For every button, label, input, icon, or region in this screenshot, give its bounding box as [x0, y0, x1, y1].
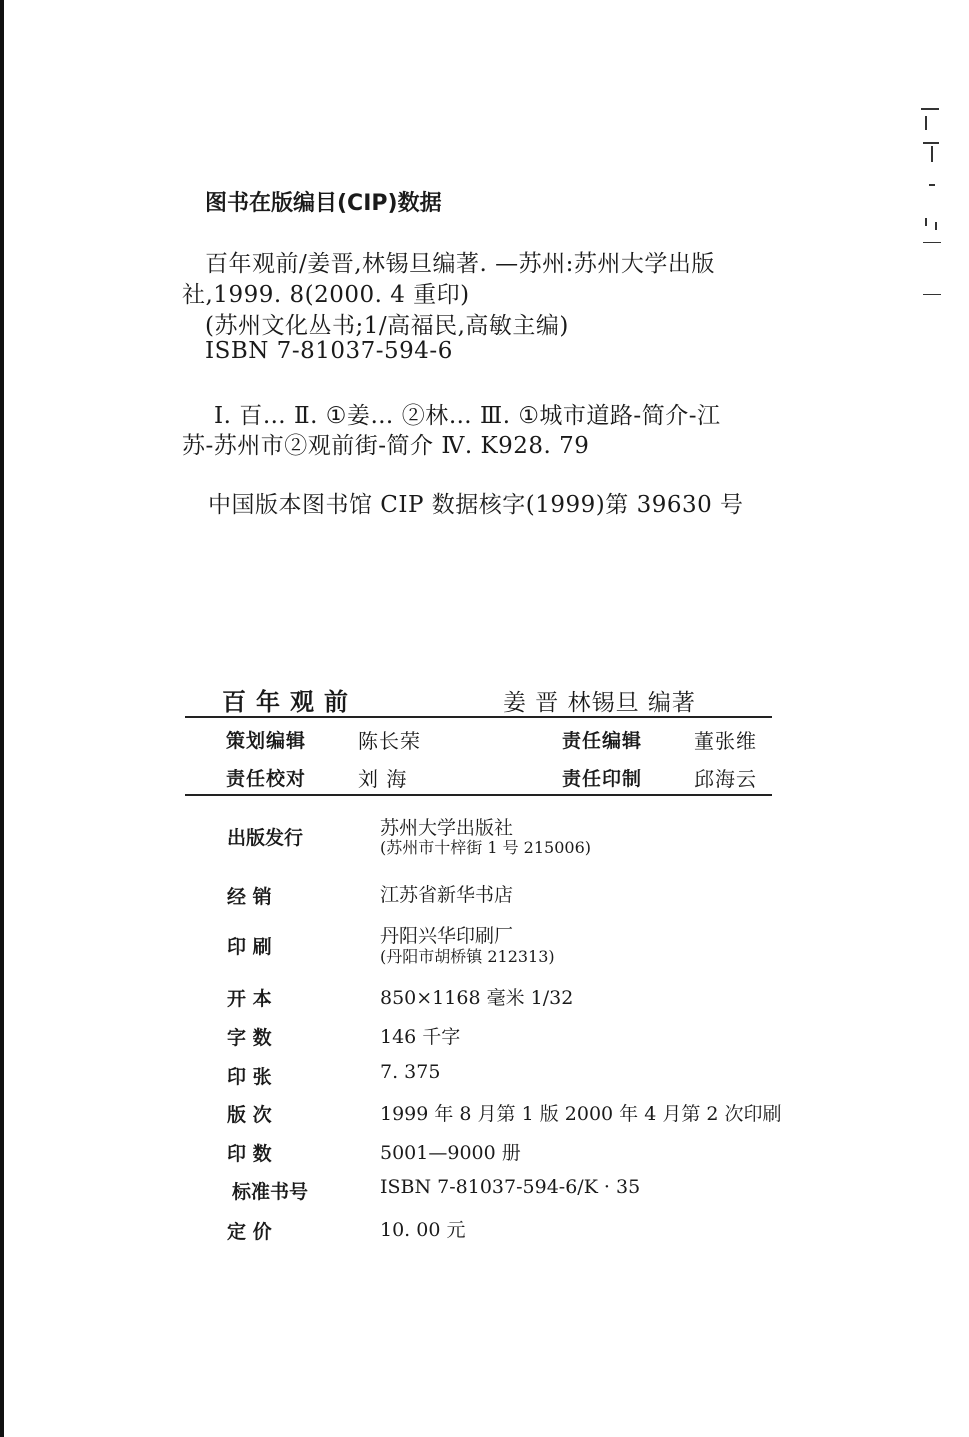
sheets-label: 印 张: [227, 1066, 272, 1088]
book-title: 百年观前: [222, 688, 358, 716]
word-count-label: 字 数: [227, 1027, 272, 1049]
cip-line-subjects-1: Ⅰ. 百… Ⅱ. ①姜… ②林… Ⅲ. ①城市道路-简介-江: [214, 403, 721, 429]
printer-label: 印 刷: [227, 936, 272, 958]
publisher-label: 出版发行: [227, 827, 304, 849]
rule-top: [185, 716, 772, 718]
isbn-label: 标准书号: [232, 1181, 309, 1203]
cip-line-subjects-2: 苏-苏州市②观前街-简介 Ⅳ. K928. 79: [182, 433, 590, 459]
book-authors: 姜 晋 林锡旦 编著: [503, 690, 696, 716]
edge-mark: [935, 222, 937, 230]
edge-mark: [925, 218, 927, 226]
edge-mark: [923, 242, 941, 243]
printer-value: 丹阳兴华印刷厂: [380, 925, 514, 947]
responsible-editor-label: 责任编辑: [562, 730, 643, 752]
print-supervisor-label: 责任印制: [562, 768, 643, 790]
print-run-value: 5001—9000 册: [380, 1142, 521, 1164]
distributor-value: 江苏省新华书店: [380, 884, 514, 906]
print-supervisor-value: 邱海云: [694, 767, 757, 791]
page-left-border: [0, 0, 4, 1437]
cip-line-publisher-date: 社,1999. 8(2000. 4 重印): [182, 282, 470, 308]
cip-line-isbn: ISBN 7-81037-594-6: [205, 338, 453, 364]
sheets-value: 7. 375: [380, 1061, 441, 1083]
format-value: 850×1168 毫米 1/32: [380, 987, 574, 1009]
edge-mark: [923, 142, 939, 144]
distributor-label: 经 销: [227, 886, 272, 908]
cip-line-series: (苏州文化丛书;1/高福民,高敏主编): [205, 313, 569, 339]
cip-line-title-authors: 百年观前/姜晋,林锡旦编著. —苏州:苏州大学出版: [205, 251, 715, 277]
format-label: 开 本: [227, 988, 272, 1010]
planning-editor-label: 策划编辑: [226, 730, 307, 752]
printer-address: (丹阳市胡桥镇 212313): [380, 947, 555, 966]
edge-mark: [921, 108, 939, 110]
right-margin-edge-marks: [911, 100, 947, 300]
proofreader-value: 刘 海: [358, 767, 408, 791]
edge-mark: [929, 184, 935, 186]
responsible-editor-value: 董张维: [694, 729, 757, 753]
publisher-value: 苏州大学出版社: [380, 817, 514, 839]
edition-label: 版 次: [227, 1104, 272, 1126]
word-count-value: 146 千字: [380, 1026, 461, 1048]
price-value: 10. 00 元: [380, 1219, 466, 1241]
proofreader-label: 责任校对: [226, 768, 307, 790]
cip-line-data-number: 中国版本图书馆 CIP 数据核字(1999)第 39630 号: [208, 492, 744, 518]
edge-mark: [925, 116, 927, 130]
edge-mark: [931, 146, 933, 162]
isbn-value: ISBN 7-81037-594-6/K · 35: [380, 1176, 641, 1198]
print-run-label: 印 数: [227, 1143, 272, 1165]
edition-value: 1999 年 8 月第 1 版 2000 年 4 月第 2 次印刷: [380, 1103, 782, 1125]
price-label: 定 价: [227, 1221, 272, 1243]
edge-mark: [923, 294, 941, 295]
rule-bottom: [185, 794, 772, 796]
cip-heading: 图书在版编目(CIP)数据: [205, 191, 442, 216]
publisher-address: (苏州市十梓街 1 号 215006): [380, 838, 592, 857]
planning-editor-value: 陈长荣: [358, 729, 421, 753]
